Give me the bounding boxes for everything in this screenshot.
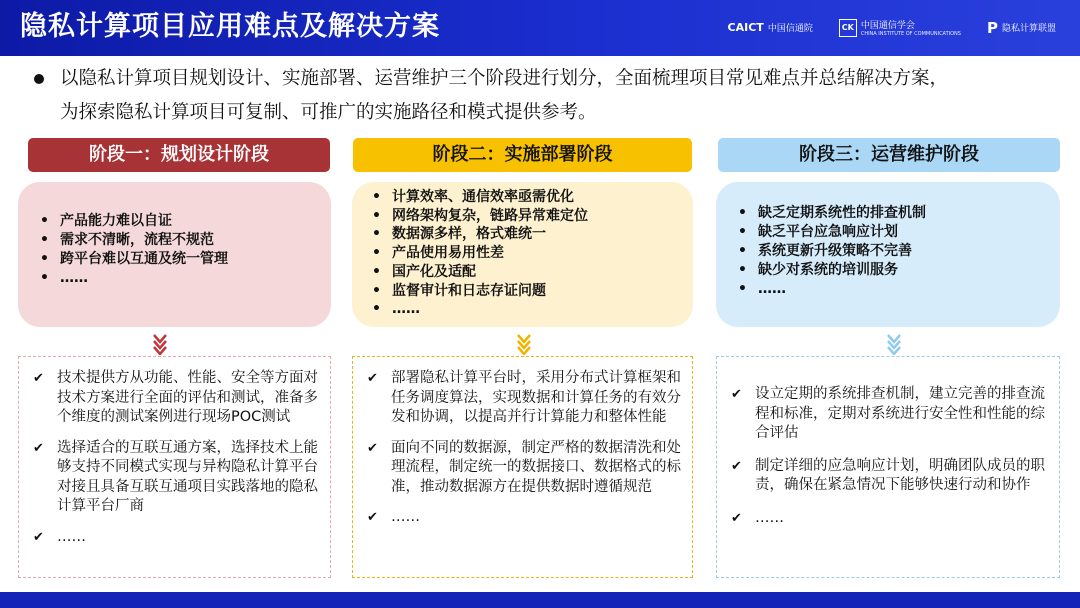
solution-text: 设立定期的系统排查机制，建立完善的排查流程和标准，定期对系统进行安全性和性能的综合评估 [755, 386, 1045, 441]
logo-privacy-text: 隐私计算联盟 [1001, 24, 1056, 34]
stage-2-solutions [352, 356, 693, 578]
difficulty-item: • 网络架构复杂，链路异常难定位 [368, 207, 693, 226]
logo-caict [728, 21, 813, 34]
difficulty-item: • 数据源多样，格式难统一 [368, 225, 693, 244]
solution-item [731, 509, 1049, 529]
difficulty-item: • 系统更新升级策略不完善 [734, 242, 1060, 261]
difficulty-item: • …… [734, 280, 1060, 299]
stage-3-header: 阶段三：运营维护阶段 [718, 138, 1060, 172]
intro-line-2: 为探索隐私计算项目可复制、可推广的实施路径和模式提供参考。 [60, 102, 597, 123]
logo-cic-mark: CK [839, 19, 857, 37]
logo-strip [728, 18, 1056, 37]
stage-1-header: 阶段一：规划设计阶段 [28, 138, 330, 172]
checkmark-icon: ✔ [33, 529, 44, 545]
logo-cic-subtext: CHINA INSTITUTE OF COMMUNICATIONS [860, 31, 961, 37]
difficulty-item: • 产品能力难以自证 [36, 212, 331, 231]
solution-item [33, 439, 320, 517]
difficulty-item: • …… [36, 269, 331, 288]
stage-3-solutions [716, 356, 1060, 578]
checkmark-icon: ✔ [731, 510, 742, 526]
checkmark-icon: ✔ [731, 458, 742, 474]
intro-line-1: 以隐私计算项目规划设计、实施部署、运营维护三个阶段进行划分，全面梳理项目常见难点并总结解决方案， [60, 68, 949, 89]
solution-item [367, 369, 682, 428]
difficulty-item: • …… [368, 300, 693, 319]
page-title: 隐私计算项目应用难点及解决方案 [20, 11, 440, 42]
checkmark-icon: ✔ [367, 440, 378, 456]
stage-1-difficulties [18, 182, 331, 327]
difficulty-item: • 国产化及适配 [368, 263, 693, 282]
solution-text: …… [755, 509, 784, 526]
difficulty-item: • 需求不清晰，流程不规范 [36, 231, 331, 250]
checkmark-icon: ✔ [33, 371, 44, 386]
logo-privacy-alliance [987, 19, 1056, 37]
checkmark-icon: ✔ [367, 510, 378, 525]
checkmark-icon: ✔ [33, 440, 44, 456]
difficulty-item: • 缺少对系统的培训服务 [734, 261, 1060, 280]
difficulty-item: • 缺乏定期系统性的排查机制 [734, 204, 1060, 223]
solution-text: 技术提供方从功能、性能、安全等方面对技术方案进行全面的评估和测试，准备多个维度的测试案例进行现场POC测试 [57, 370, 318, 425]
logo-caict-mark: CAICT [727, 21, 764, 34]
solution-text: 选择适合的互联互通方案，选择技术上能够支持不同模式实现与异构隐私计算平台对接且具备互联互通项目实践落地的隐私计算平台厂商 [57, 439, 318, 514]
solution-text: 制定详细的应急响应计划，明确团队成员的职责，确保在紧急情况下能够快速行动和协作 [755, 457, 1045, 493]
difficulty-item: • 计算效率、通信效率亟需优化 [368, 188, 693, 207]
chevron-down-double-icon [152, 333, 168, 355]
bullet-dot-icon [34, 74, 44, 84]
chevron-down-double-icon [886, 333, 902, 355]
checkmark-icon: ✔ [367, 371, 378, 386]
stage-1-solutions [18, 356, 331, 578]
solution-item [33, 369, 320, 428]
chevron-down-double-icon [516, 333, 532, 355]
solution-text: 部署隐私计算平台时，采用分布式计算框架和任务调度算法，实现数据和计算任务的有效分发和协调，以提高并行计算能力和整体性能 [391, 370, 681, 425]
solution-item [367, 508, 682, 528]
solution-text: 面向不同的数据源，制定严格的数据清洗和处理流程，制定统一的数据接口、数据格式的标准，推动数据源方在提供数据时遵循规范 [391, 439, 681, 495]
intro-paragraph [34, 62, 1054, 130]
checkmark-icon: ✔ [731, 387, 742, 402]
logo-cic [839, 18, 961, 37]
stage-2-header: 阶段二：实施部署阶段 [353, 138, 692, 172]
solution-item [367, 439, 682, 498]
solution-text: …… [57, 528, 86, 545]
logo-cic-text: 中国通信学会 [860, 21, 915, 31]
stage-2-difficulties [352, 182, 693, 327]
footer-bar [0, 592, 1080, 608]
logo-privacy-mark: P [986, 18, 998, 37]
solution-item [731, 457, 1049, 496]
header-bar [0, 0, 1080, 56]
solution-item [33, 528, 320, 548]
stage-3-difficulties [716, 182, 1060, 327]
difficulty-item: • 监督审计和日志存证问题 [368, 282, 693, 301]
logo-caict-text: 中国信通院 [767, 24, 813, 34]
difficulty-item: • 产品使用易用性差 [368, 244, 693, 263]
difficulty-item: • 跨平台难以互通及统一管理 [36, 250, 331, 269]
difficulty-item: • 缺乏平台应急响应计划 [734, 223, 1060, 242]
solution-item [731, 385, 1049, 444]
solution-text: …… [391, 509, 420, 525]
